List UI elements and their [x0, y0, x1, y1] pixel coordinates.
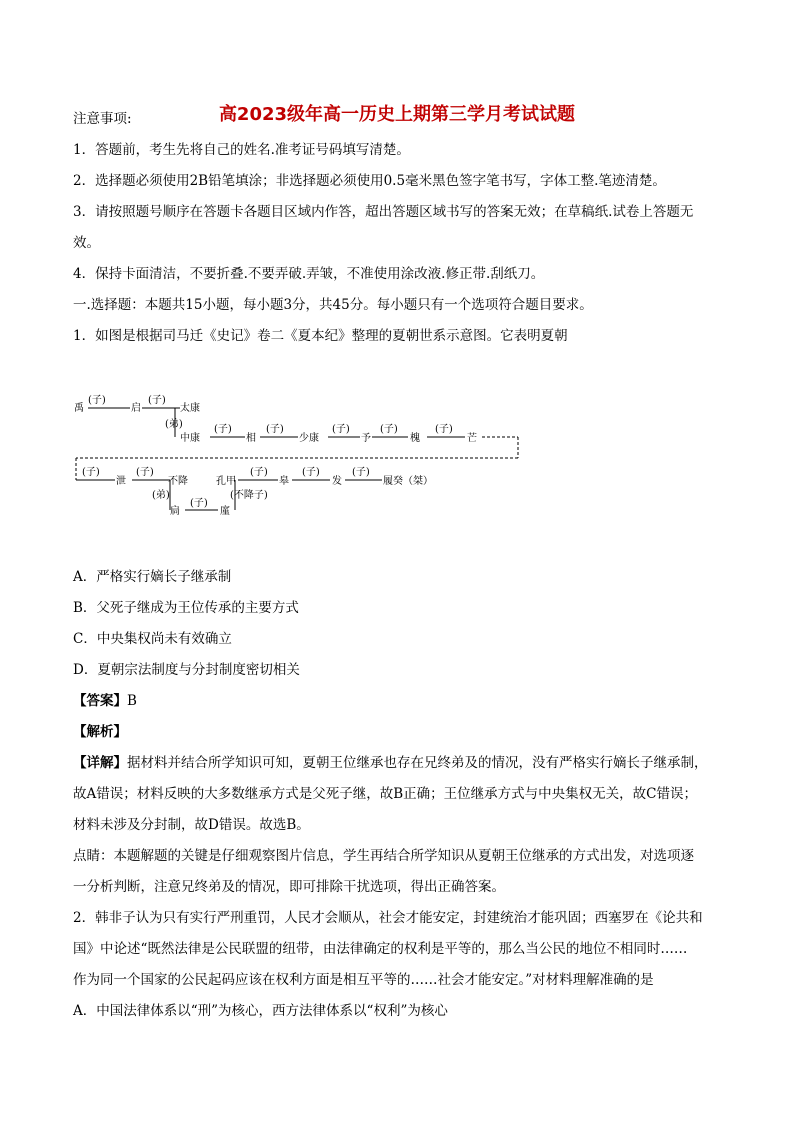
tree-name: 少康 — [299, 433, 319, 444]
question-1-option: B．父死子继成为王位传承的主要方式 — [73, 600, 299, 616]
notice-item: 1．答题前，考生先将自己的姓名.准考证号码填写清楚。 — [73, 142, 410, 158]
tree-name: 芒 — [467, 433, 477, 444]
tree-name: 启 — [131, 403, 141, 414]
tree-name: 履癸（桀） — [383, 476, 433, 487]
tree-name: 相 — [246, 433, 256, 444]
tips-line: 一分析判断，注意兄终弟及的情况，即可排除干扰选项，得出正确答案。 — [73, 879, 505, 895]
notice-heading: 注意事项: — [73, 111, 132, 127]
detail-line — [73, 754, 723, 772]
notice-item: 4．保持卡面清洁，不要折叠.不要弄破.弄皱，不准使用涂改液.修正带.刮纸刀。 — [73, 266, 545, 282]
tree-rel: (子) — [352, 467, 370, 478]
tree-rel: (不降子) — [230, 490, 268, 501]
detail-label: 【详解】 — [73, 755, 127, 771]
tree-name: 中康 — [180, 433, 200, 444]
notice-item: 效。 — [73, 235, 100, 251]
tree-name: 皋 — [279, 476, 289, 487]
detail-line: 材料未涉及分封制，故D错误。故选B。 — [73, 817, 310, 833]
question-1-stem: 1．如图是根据司马迁《史记》卷二《夏本纪》整理的夏朝世系示意图。它表明夏朝 — [73, 328, 568, 344]
tree-name: 太康 — [180, 403, 200, 414]
detail-text: 据材料并结合所学知识可知，夏朝王位继承也存在兄终弟及的情况，没有严格实行嫡长子继承制， — [127, 755, 708, 771]
tree-rel: (子) — [380, 424, 398, 435]
answer-value: B — [127, 693, 137, 709]
tree-name: 禹 — [74, 403, 84, 414]
question-1-option: A．严格实行嫡长子继承制 — [73, 569, 232, 585]
question-2-stem: 作为同一个国家的公民起码应该在权利方面是相互平等的……社会才能安定。”对材料理解准确的是 — [73, 972, 654, 988]
tips-line: 点睛：本题解题的关键是仔细观察图片信息，学生再结合所学知识从夏朝王位继承的方式出发，对选项逐 — [73, 848, 694, 864]
tree-name: 槐 — [410, 433, 420, 444]
question-2-stem: 2．韩非子认为只有实行严刑重罚，人民才会顺从，社会才能安定，封建统治才能巩固；西塞罗在《论共和 — [73, 910, 703, 926]
tree-rel: (子) — [302, 467, 320, 478]
question-1-option: C．中央集权尚未有效确立 — [73, 631, 232, 647]
tree-name: 予 — [361, 433, 371, 444]
tree-name: 孔甲 — [216, 476, 236, 487]
page-title: 高2023级年高一历史上期第三学月考试试题 — [218, 104, 576, 125]
xia-genealogy-diagram — [70, 385, 530, 525]
tree-name: 发 — [332, 476, 342, 487]
tree-name: 廑 — [220, 506, 230, 517]
tree-rel: (子) — [332, 424, 350, 435]
notice-item: 2．选择题必须使用2B铅笔填涂；非选择题必须使用0.5毫米黑色签字笔书写，字体工整.笔迹清楚。 — [73, 173, 666, 189]
question-2-stem: 国》中论述“既然法律是公民联盟的纽带，由法律确定的权利是平等的，那么当公民的地位不相同时…… — [73, 941, 688, 957]
section-heading: 一.选择题：本题共15小题，每小题3分，共45分。每小题只有一个选项符合题目要求。 — [73, 297, 593, 313]
answer-label: 【答案】 — [73, 693, 127, 709]
tree-name: 泄 — [116, 476, 126, 487]
tree-name: 不降 — [168, 476, 188, 487]
tree-name: 扃 — [170, 506, 180, 517]
tree-rel: (子) — [82, 467, 100, 478]
tree-rel: (子) — [148, 395, 166, 406]
tree-rel: (子) — [214, 424, 232, 435]
notice-item: 3．请按照题号顺序在答题卡各题目区域内作答，超出答题区域书写的答案无效；在草稿纸.试卷上答题无 — [73, 204, 694, 220]
detail-line: 故A错误；材料反映的大多数继承方式是父死子继，故B正确；王位继承方式与中央集权无关，故C错误； — [73, 786, 697, 802]
tree-rel: (子) — [136, 467, 154, 478]
answer-line — [73, 692, 723, 710]
tree-rel: (子) — [435, 424, 453, 435]
tree-rel: (子) — [88, 395, 106, 406]
tree-rel: (弟) — [152, 490, 170, 501]
tree-rel: (子) — [266, 424, 284, 435]
question-1-option: D．夏朝宗法制度与分封制度密切相关 — [73, 662, 300, 678]
analysis-label: 【解析】 — [73, 724, 127, 740]
tree-rel: (子) — [190, 498, 208, 509]
tree-rel: (弟) — [165, 419, 183, 430]
question-2-option: A．中国法律体系以“刑”为核心，西方法律体系以“权利”为核心 — [73, 1003, 448, 1019]
tree-rel: (子) — [250, 467, 268, 478]
